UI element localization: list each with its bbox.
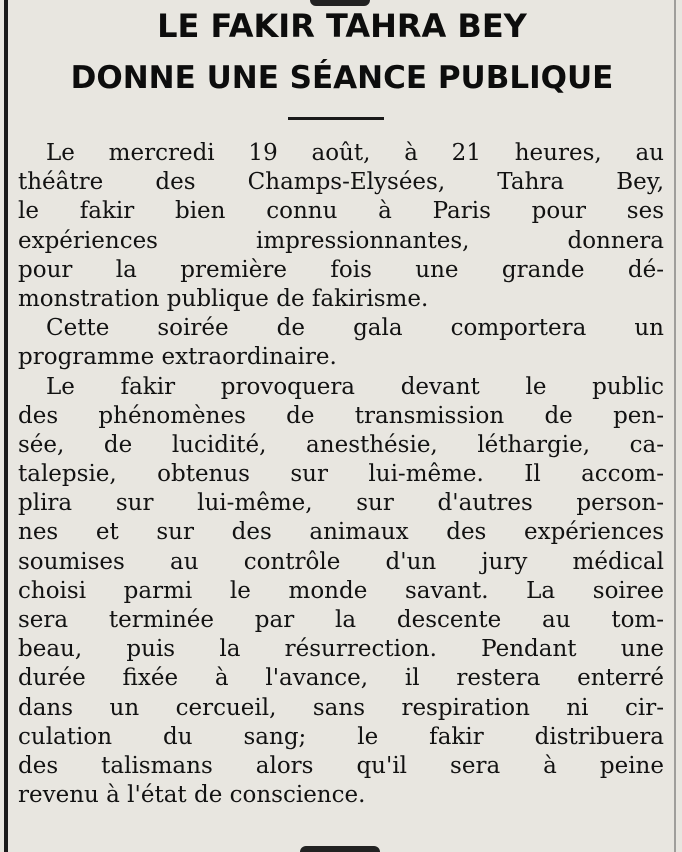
body-line: revenu à l'état de conscience. [18,782,366,809]
body-line: sée, de lucidité, anesthésie, léthargie, ca- [18,431,664,458]
body-line: plira sur lui-même, sur d'autres person- [18,490,664,517]
body-line: programme extraordinaire. [18,344,337,371]
body-line: monstration publique de fakirisme. [18,285,429,312]
headline-line-2: DONNE UNE SÉANCE PUBLIQUE [70,60,614,96]
body-line: soumises au contrôle d'un jury médical [18,548,664,575]
body-line: beau, puis la résurrection. Pendant une [18,636,664,663]
body-line: nes et sur des animaux des expériences [18,519,664,546]
right-column-rule [674,0,676,852]
left-column-rule [4,0,8,852]
body-line: le fakir bien connu à Paris pour ses [18,198,664,225]
article-body [18,139,664,810]
headline-line-1: LE FAKIR TAHRA BEY [157,7,527,45]
bottom-ornament [300,846,380,852]
body-line: expériences impressionnantes, donnera [18,227,664,254]
body-line: des phénomènes de transmission de pen- [18,402,664,429]
body-line: choisi parmi le monde savant. La soiree [18,577,664,604]
headline-separator [288,117,384,120]
body-line: durée fixée à l'avance, il restera enterré [18,665,664,692]
body-line: Le mercredi 19 août, à 21 heures, au [46,140,664,166]
body-line: pour la première fois une grande dé- [18,256,664,283]
body-line: théâtre des Champs-Elysées, Tahra Bey, [18,169,664,196]
body-line: Le fakir provoquera devant le public [46,373,664,400]
body-line: dans un cercueil, sans respiration ni cir- [18,694,664,721]
body-line: sera terminée par la descente au tom- [18,607,664,633]
body-line: culation du sang; le fakir distribuera [18,723,664,750]
body-line: des talismans alors qu'il sera à peine [18,752,664,779]
body-line: Cette soirée de gala comportera un [46,315,664,342]
body-line: talepsie, obtenus sur lui-même. Il accom- [18,461,664,488]
